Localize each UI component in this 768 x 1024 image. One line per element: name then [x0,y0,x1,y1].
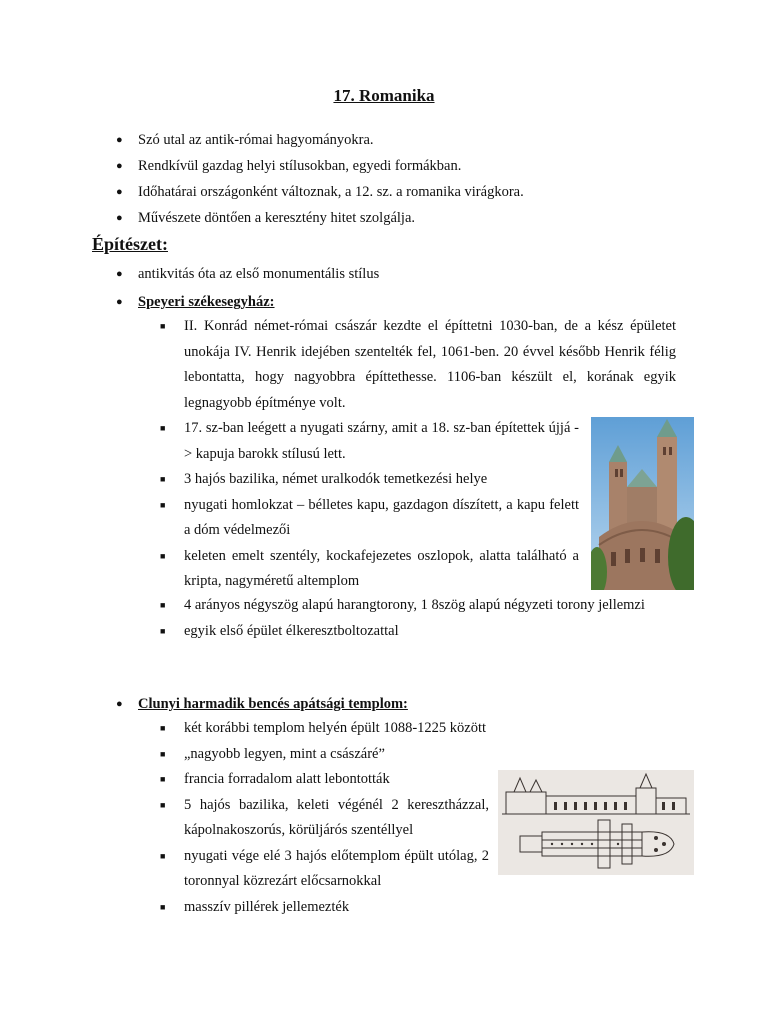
cluny-heading-list [116,695,698,713]
bullet-icon: ● [116,296,123,308]
list-item: ■ 17. sz-ban leégett a nyugati szárny, amit a 18. sz-ban építettek újjá -> kapuja barokk stílusú lett. [184,416,579,467]
bullet-icon: ● [116,698,123,710]
square-bullet-icon: ■ [160,499,166,510]
speyer-list [160,314,676,416]
bullet-icon: ● [116,160,123,172]
square-bullet-icon: ■ [160,901,166,912]
square-bullet-icon: ■ [160,550,166,561]
cluny-list [160,716,489,920]
list-item: ● Időhatárai országonként változnak, a 12. sz. a romanika virágkora. [116,184,524,200]
square-bullet-icon: ■ [160,474,166,484]
subheading-speyer: Speyeri székesegyház: [138,294,275,310]
speyer-cathedral-photo [591,417,694,590]
list-item: ■ francia forradalom alatt lebontották [184,767,489,793]
cluny-plan-drawing [498,770,694,875]
list-item: ● Művészete döntően a keresztény hitet szolgálja. [116,210,416,226]
intro-list [116,131,698,235]
bullet-icon: ● [116,186,123,198]
list-item: ■ masszív pillérek jellemezték [184,895,489,921]
list-item: ■ II. Konrád német-római császár kezdte el építtetni 1030-ban, de a kész épületet unokája IV. Henrik idejében szentelték fel, 1061-ben. 20 évvel később Henrik félig lebontatta, hogy nagyobbra építtethesse. 1106-ban készült el, korának egyik legnagyobb építménye volt. [184,314,676,416]
square-bullet-icon: ■ [160,748,166,759]
square-bullet-icon: ■ [160,723,166,733]
speyer-list-narrow [160,416,579,595]
list-item: ■ 4 arányos négyszög alapú harangtorony, 1 8szög alapú négyzeti torony jellemzi [184,593,676,619]
square-bullet-icon: ■ [160,850,166,861]
list-item: ■ 3 hajós bazilika, német uralkodók temetkezési helye [184,467,579,493]
square-bullet-icon: ■ [160,774,166,784]
list-item [116,293,698,311]
bullet-icon: ● [116,212,123,224]
bullet-icon: ● [116,134,123,146]
list-item: ■ két korábbi templom helyén épült 1088-1225 között [184,716,489,742]
square-bullet-icon: ■ [160,600,166,610]
list-item: ■ 5 hajós bazilika, keleti végénél 2 keresztházzal, kápolnakoszorús, körüljárós szentéllyel [184,793,489,844]
square-bullet-icon: ■ [160,321,166,331]
speyer-list-wide [160,593,676,644]
section-heading-architecture: Építészet: [92,234,168,254]
list-item: ■ nyugati homlokzat – bélletes kapu, gazdagon díszített, a kapu felett a dóm védelmezői [184,493,579,544]
architecture-list [116,265,698,311]
page-title: 17. Romanika [333,86,435,105]
list-item: ■ egyik első épület élkeresztboltozattal [184,619,676,645]
square-bullet-icon: ■ [160,625,166,636]
square-bullet-icon: ■ [160,799,166,810]
list-item: ● Rendkívül gazdag helyi stílusokban, egyedi formákban. [116,158,462,174]
bullet-icon: ● [116,268,123,280]
list-item: ■ nyugati vége elé 3 hajós előtemplom épült utólag, 2 toronnyal közrezárt előcsarnokkal [184,844,489,895]
list-item: ■ „nagyobb legyen, mint a császáré” [184,742,489,768]
list-item [116,695,698,713]
list-item: ● Szó utal az antik-római hagyományokra. [116,132,374,148]
subheading-cluny: Clunyi harmadik bencés apátsági templom: [138,696,408,712]
list-item: ● antikvitás óta az első monumentális stílus [116,266,380,282]
square-bullet-icon: ■ [160,423,166,433]
list-item: ■ keleten emelt szentély, kockafejezetes oszlopok, alatta található a kripta, nagyméretű altemplom [184,544,579,595]
